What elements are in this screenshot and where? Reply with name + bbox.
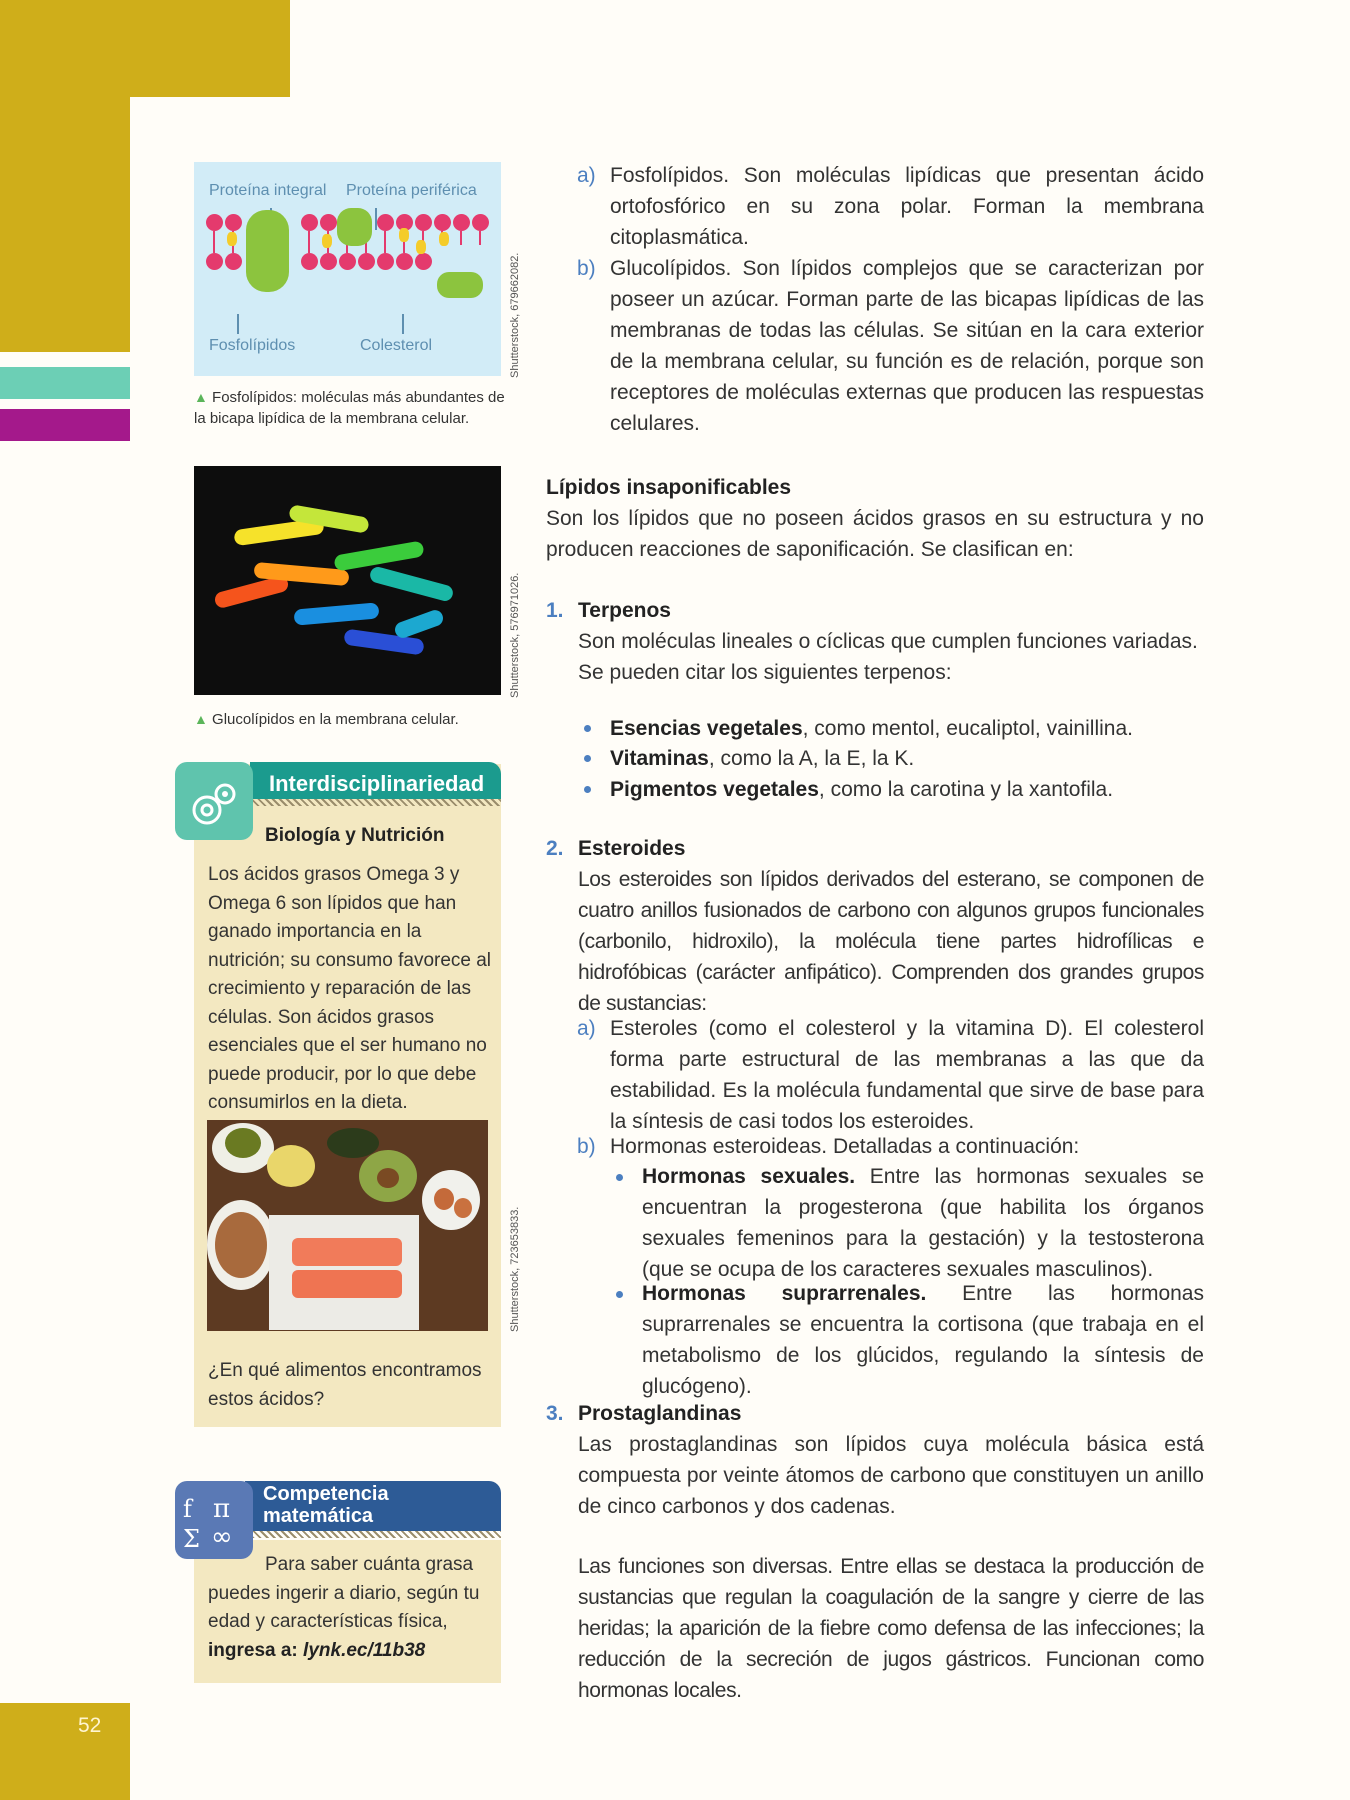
prostaglandins-text: Las prostaglandinas son lípidos cuya molécula básica está compuesta por veinte átomos de carbono que constituyen un anillo de cinco carbonos y dos cadenas. [578, 1433, 1204, 1518]
phospholipid-head [377, 214, 394, 231]
prostaglandins-title: Prostaglandinas [578, 1402, 742, 1425]
bullet-icon [584, 755, 591, 762]
terpene-bullet-3: Pigmentos vegetales, como la carotina y la xantofila. [610, 778, 1114, 801]
gold-band-side [0, 0, 130, 352]
hormones-item: Hormonas esteroideas. Detalladas a continuación: [610, 1135, 1080, 1158]
bullet-icon [616, 1174, 623, 1181]
phospholipid-head [415, 253, 432, 270]
cholesterol-molecule [227, 232, 237, 246]
interdisciplinary-text: Los ácidos grasos Omega 3 y Omega 6 son lípidos que han ganado importancia en la nutrición; su consumo favorece al crecimiento y reparación de las células. Son ácidos grasos esenciales que el ser humano no puede producir, por lo que debe consumirlos en la dieta. [208, 864, 492, 1113]
terpene-bullet-1: Esencias vegetales, como mentol, eucaliptol, vainillina. [610, 717, 1133, 740]
label-integral-protein: Proteína integral [209, 182, 327, 199]
protein-credit: Shutterstock, 576971026. [509, 572, 521, 698]
sterols-item: Esteroles (como el colesterol y la vitamina D). El colesterol forma parte estructural de las membranas a las que da estabilidad. Es la molécula fundamental que sirve de base para la síntesis de casi todos los esteroides. [610, 1017, 1204, 1133]
phospholipid-head [453, 214, 470, 231]
math-title: Competencia matemática [263, 1483, 389, 1527]
list-marker-a: a) [577, 164, 596, 187]
interdisciplinary-question: ¿En qué alimentos encontramos estos ácidos? [208, 1360, 482, 1410]
phospholipid-head [301, 214, 318, 231]
bullet-icon [616, 1291, 623, 1298]
svg-text:π: π [213, 1494, 231, 1524]
label-peripheral-protein: Proteína periférica [346, 182, 477, 199]
teal-band [0, 367, 130, 399]
bullet-icon [584, 786, 591, 793]
sex-hormones-item: Hormonas sexuales. Entre las hormonas sexuales se encuentran la progesterona (que habilita los órganos sexuales femeninos para la gestación) y la testosterona (que se ocupa de los caracteres sexuales masculinos). [642, 1165, 1204, 1281]
terpene-bullet-2: Vitaminas, como la A, la E, la K. [610, 747, 915, 770]
item-number-2: 2. [546, 837, 564, 860]
membrane-credit: Shutterstock, 679662082. [509, 252, 521, 378]
phospholipid-head [225, 214, 242, 231]
gold-band-bottom [0, 1703, 130, 1800]
membrane-caption: ▲ Fosfolípidos: moléculas más abundantes de la bicapa lipídica de la membrana celular. [194, 389, 505, 427]
phospholipid-head [415, 214, 432, 231]
page-number: 52 [78, 1714, 102, 1737]
interdisciplinary-subtitle: Biología y Nutrición [265, 825, 445, 846]
terpenes-text: Son moléculas lineales o cíclicas que cumplen funciones variadas. Se pueden citar los siguientes terpenos: [578, 630, 1198, 684]
terpenes-title: Terpenos [578, 599, 671, 622]
cholesterol-molecule [416, 240, 426, 254]
svg-text:∞: ∞ [211, 1522, 233, 1552]
phospholipid-head [472, 214, 489, 231]
svg-text:f: f [183, 1495, 192, 1523]
magenta-band [0, 409, 130, 441]
phospholipid-head [206, 214, 223, 231]
math-header-hatch [245, 1531, 501, 1538]
interdisciplinary-title: Interdisciplinariedad [269, 771, 485, 796]
section-intro: Son los lípidos que no poseen ácidos grasos en su estructura y no producen reacciones de saponificación. Se clasifican en: [546, 507, 1204, 561]
food-image [207, 1120, 488, 1331]
prostaglandins-functions: Las funciones son diversas. Entre ellas se destaca la producción de sustancias que regulan la coagulación de la sangre y cierre de las heridas; la aparición de la fiebre como defensa de las infecciones; la reducción de la secreción de jugos gástricos. Funcionan como hormonas locales. [578, 1555, 1204, 1702]
phospholipid-tail [213, 239, 215, 253]
membrane-figure [194, 162, 501, 376]
phospholipid-tail [479, 231, 481, 245]
phospholipid-head [301, 253, 318, 270]
phospholipid-tail [460, 231, 462, 245]
triangle-icon: ▲ [194, 711, 208, 727]
svg-text:Σ: Σ [183, 1525, 200, 1553]
list-marker-a: a) [577, 1017, 596, 1040]
cholesterol-molecule [439, 232, 449, 246]
phospholipid-head [377, 253, 394, 270]
phospholipid-head [396, 253, 413, 270]
food-credit: Shutterstock, 723653833. [509, 1206, 521, 1332]
item-number-1: 1. [546, 599, 564, 622]
protein-image [194, 466, 501, 695]
steroids-text: Los esteroides son lípidos derivados del esterano, se componen de cuatro anillos fusionados de carbono con algunos grupos funcionales (carbonilo, hidroxilo), la molécula tiene partes hidrofílicas e hidrofóbicas (carácter anfipático). Comprenden dos grandes grupos de sustancias: [578, 868, 1204, 1015]
math-text: Para saber cuánta grasa puedes ingerir a diario, según tu edad y características física, ingresa a: lynk.ec/11b38 [208, 1554, 480, 1661]
glycolipids-item: Glucolípidos. Son lípidos complejos que se caracterizan por poseer un azúcar. Forman parte de las bicapas lipídicas de las membranas de todas las células. Se sitúan en la cara exterior de la membrana celular, su función es de relación, porque son receptores de moléculas externas que producen las respuestas celulares. [610, 257, 1204, 435]
phospholipid-tail [384, 239, 386, 253]
list-marker-b: b) [577, 257, 596, 280]
label-cholesterol: Colesterol [360, 337, 433, 354]
section-heading: Lípidos insaponificables [546, 476, 792, 499]
phospholipid-head [320, 253, 337, 270]
phospholipid-head [206, 253, 223, 270]
concentric-circles-icon [175, 762, 253, 840]
item-number-3: 3. [546, 1402, 564, 1425]
phospholipid-tail [308, 239, 310, 253]
math-link[interactable]: lynk.ec/11b38 [303, 1639, 426, 1661]
math-symbols-icon [175, 1481, 253, 1559]
phospholipid-head [320, 214, 337, 231]
label-phospholipids: Fosfolípidos [209, 337, 296, 354]
adrenal-hormones-item: Hormonas suprarrenales. Entre las hormonas suprarrenales se encuentra la cortisona (que trabaja en el metabolismo de los glúcidos, regulando la síntesis de glucógeno). [642, 1282, 1204, 1398]
phospholipid-head [225, 253, 242, 270]
cholesterol-molecule [322, 234, 332, 248]
steroids-title: Esteroides [578, 837, 686, 860]
protein-caption: ▲ Glucolípidos en la membrana celular. [194, 711, 459, 728]
phospholipid-head [339, 253, 356, 270]
cholesterol-molecule [399, 228, 409, 242]
triangle-icon: ▲ [194, 389, 208, 405]
phospholipid-head [358, 253, 375, 270]
peripheral-protein-shape [337, 208, 372, 246]
list-marker-b: b) [577, 1135, 596, 1158]
phospholipid-head [434, 214, 451, 231]
integral-protein-shape [246, 210, 289, 292]
phospholipids-item: Fosfolípidos. Son moléculas lipídicas que presentan ácido ortofosfórico en su zona polar. Forman la membrana citoplasmática. [610, 164, 1204, 249]
bullet-icon [584, 725, 591, 732]
header-hatch [250, 799, 501, 806]
peripheral-protein-lower [437, 272, 483, 298]
